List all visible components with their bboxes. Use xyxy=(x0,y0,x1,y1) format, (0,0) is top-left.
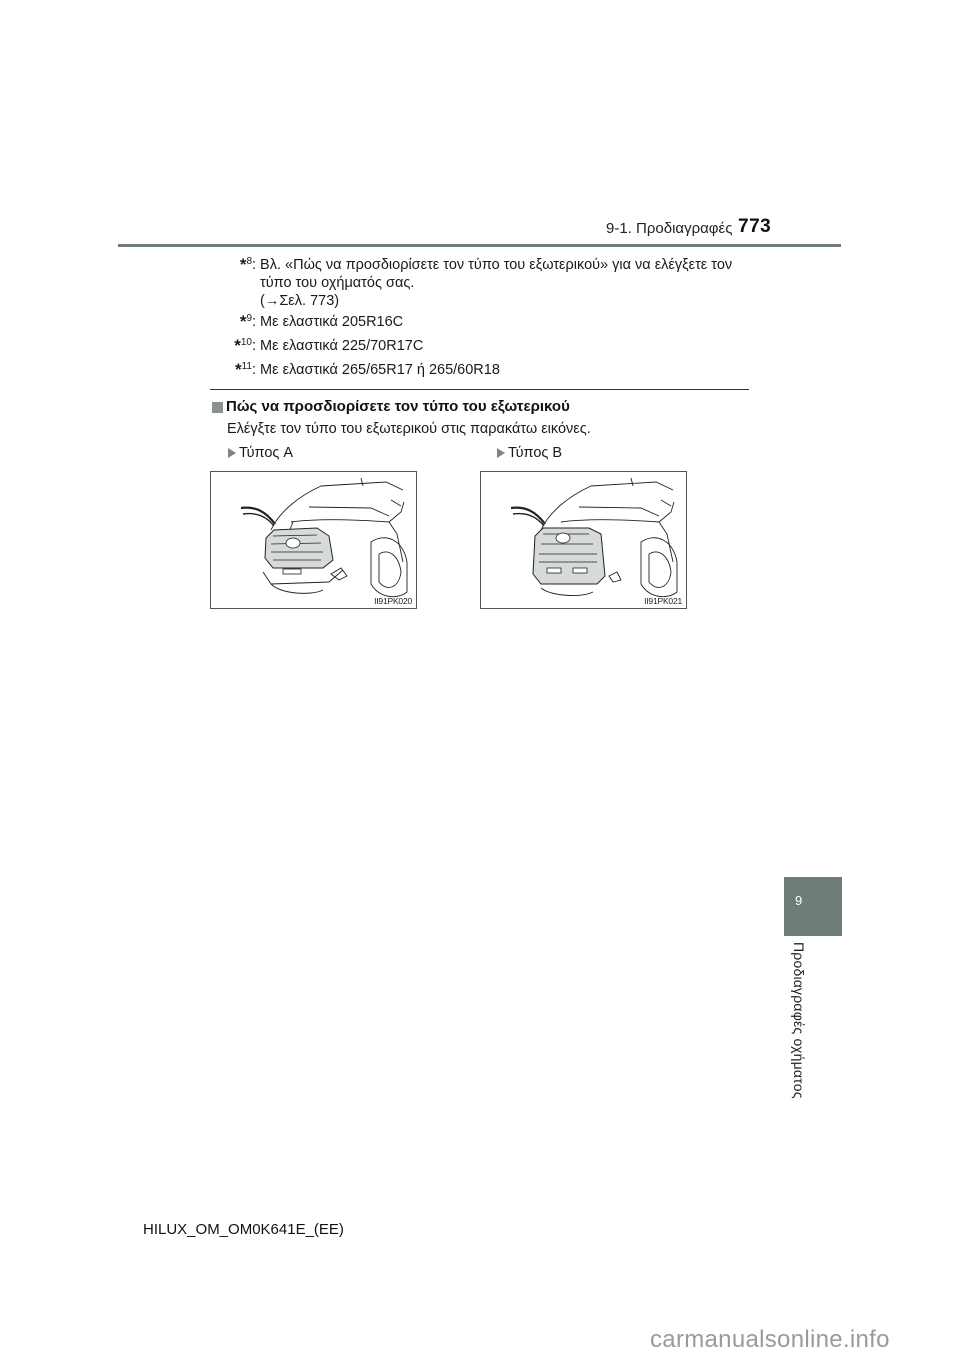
chapter-number: 9 xyxy=(795,893,803,908)
section-bullet-icon xyxy=(212,402,223,413)
footnote-marker: *$^{11}$ xyxy=(234,360,252,379)
document-id: HILUX_OM_OM0K641E_(EE) xyxy=(143,1221,344,1238)
type-b-text: Τύπος B xyxy=(508,445,563,461)
footnote-marker: *$^{10}$ xyxy=(234,336,252,355)
figure-code: II91PK020 xyxy=(374,596,412,606)
watermark: carmanualsonline.info xyxy=(650,1326,890,1353)
chapter-tab[interactable] xyxy=(784,877,842,936)
footnote-text: : Βλ. «Πώς να προσδιορίσετε τον τύπο του εξωτερικού» για να ελέγξετε τον τύπο του οχήματός σας. (→Σελ. 773) xyxy=(252,257,733,309)
chapter-title-vertical: Προδιαγραφές οχήματος xyxy=(791,942,807,1099)
footnote-text: : Με ελαστικά 205R16C xyxy=(252,314,404,330)
figure-code: II91PK021 xyxy=(644,596,682,606)
figure-type-b xyxy=(480,471,687,609)
footnote-text: : Με ελαστικά 265/65R17 ή 265/60R18 xyxy=(252,362,500,378)
truck-front-illustration-icon xyxy=(481,472,686,608)
divider xyxy=(210,389,749,390)
header-rule xyxy=(118,244,841,247)
triangle-bullet-icon xyxy=(228,448,236,458)
section-body: Ελέγξτε τον τύπο του εξωτερικού στις παρακάτω εικόνες. xyxy=(227,421,591,437)
footnote-text: : Με ελαστικά 225/70R17C xyxy=(252,338,424,354)
section-title: 9-1. Προδιαγραφές xyxy=(606,220,733,237)
footnote-marker: *$^9$ xyxy=(239,312,252,331)
type-a-label xyxy=(228,445,293,461)
triangle-bullet-icon xyxy=(497,448,505,458)
figure-type-a xyxy=(210,471,417,609)
section-heading: Πώς να προσδιορίσετε τον τύπο του εξωτερικού xyxy=(226,398,570,415)
type-a-text: Τύπος A xyxy=(239,445,294,461)
page-number: 773 xyxy=(738,216,772,237)
truck-front-illustration-icon xyxy=(211,472,416,608)
type-b-label xyxy=(497,445,562,461)
footnote-marker: *$^8$ xyxy=(239,255,252,274)
